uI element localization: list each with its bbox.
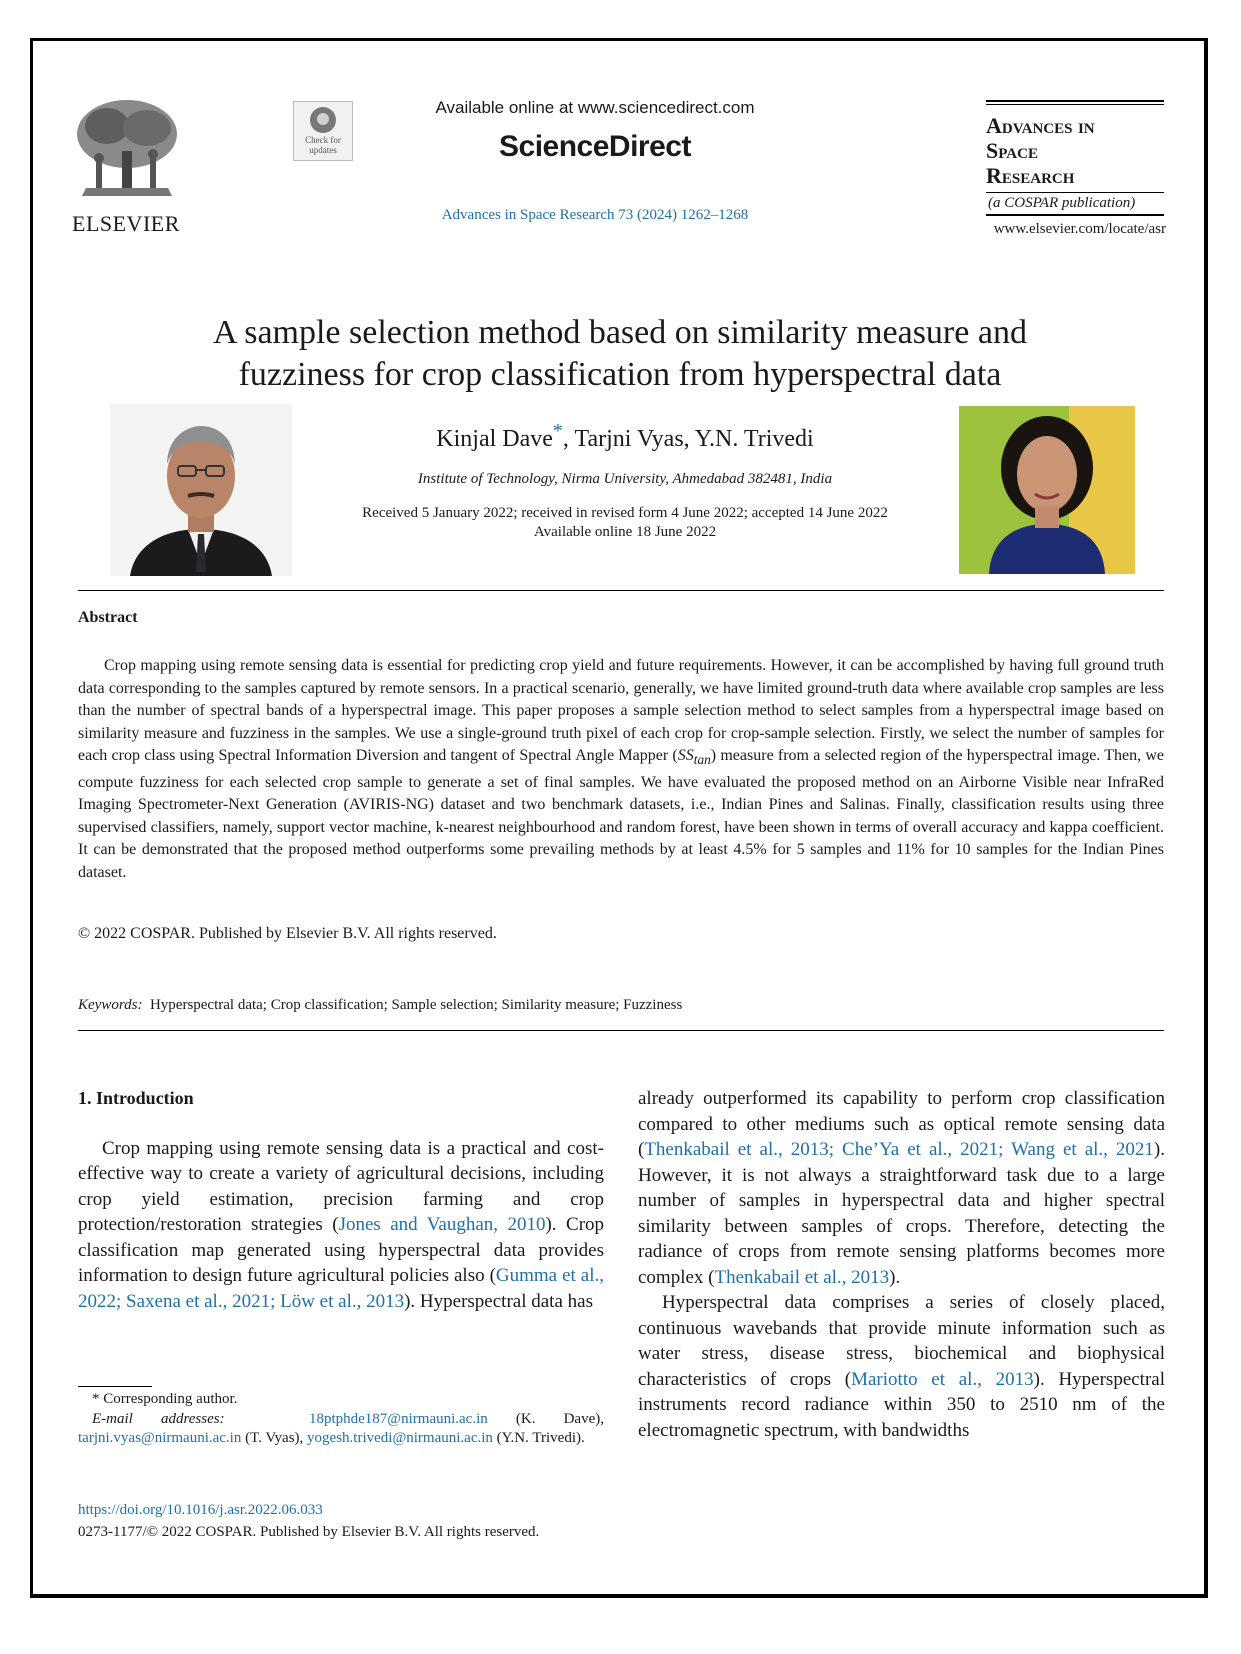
section-heading-introduction: 1. Introduction <box>78 1088 194 1108</box>
footnote-mark: * <box>92 1391 100 1407</box>
intro-text: ). Hyperspectral data has <box>404 1290 593 1312</box>
abstract-copyright: © 2022 COSPAR. Published by Elsevier B.V. All rights reserved. <box>78 925 497 942</box>
journal-title-line3: Research <box>986 163 1075 188</box>
intro-text: ). Crop classification map generated using hyperspectral data provides information to design future agricultural policies also ( <box>78 1214 605 1286</box>
divider-top <box>78 590 1164 591</box>
email-owner: (Y.N. Trivedi). <box>496 1430 585 1446</box>
footnote-emails <box>78 1410 604 1449</box>
abstract-text-a: Crop mapping using remote sensing data is essential for predicting crop yield and future requirements. However, it can be accomplished by having full ground truth data corresponding to the samples captured by remote sensors. In a practical scenario, generally, we have limited ground-truth data where available crop samples are less than the number of spectral bands of a hyperspectral image. This paper proposes a sample selection method to select samples from a hyperspectral image based on similarity measure and fuzziness in the samples. We use a single-ground truth pixel of each crop for crop-sample selection. Firstly, we select the number of samples for each crop class using Spectral Information Diversion and tangent of Spectral Angle Mapper ( <box>78 657 1164 764</box>
footnote-corresponding <box>78 1390 604 1410</box>
journal-title <box>986 113 1164 188</box>
email-owner: (T. Vyas), <box>245 1430 304 1446</box>
intro-paragraph-1 <box>78 1136 604 1315</box>
keywords-label: Keywords: <box>78 997 143 1013</box>
available-date: Available online 18 June 2022 <box>533 524 717 540</box>
ss-subscript: tan <box>693 752 711 768</box>
intro-text: ). However, it is not always a straightforward task due to a large number of samples in hyperspectral data and higher spectral similarity between samples of crops. Therefore, detecting the radiance of crops from remote sensing platforms becomes more complex ( <box>638 1139 1165 1288</box>
author-photo-left <box>110 404 292 576</box>
doi-link[interactable]: https://doi.org/10.1016/j.asr.2022.06.033 <box>78 1502 323 1518</box>
paper-title <box>110 312 1130 396</box>
abstract-heading: Abstract <box>78 609 138 626</box>
journal-subtitle: (a COSPAR publication) <box>986 192 1164 216</box>
abstract-text-b: ) measure from a selected region of the hyperspectral image. Then, we compute fuzziness for each selected crop sample to generate a set of final samples. We have evaluated the proposed method on an Airborne Visible near InfraRed Imaging Spectrometer-Next Generation (AVIRIS-NG) dataset and two benchmark datasets, i.e., Indian Pines and Salinas. Finally, classification results using three supervised classifiers, namely, support vector machine, k-nearest neighbourhood and random forest, have been shown in terms of overall accuracy and kappa coefficient. It can be demonstrated that the proposed method outperforms some prevailing methods by at least 4.5% for 5 samples and 11% for 10 samples for the Indian Pines dataset. <box>78 747 1165 881</box>
intro-paragraph-cont <box>638 1086 1165 1290</box>
bookmark-icon <box>310 107 336 133</box>
journal-url[interactable]: www.elsevier.com/locate/asr <box>993 221 1166 237</box>
citation-link[interactable]: Jones and Vaughan, 2010 <box>338 1214 546 1235</box>
abstract-body <box>78 655 1164 884</box>
column-right <box>638 1086 1165 1443</box>
footnote-rule <box>78 1386 152 1387</box>
corresponding-author-mark[interactable]: * <box>552 420 563 442</box>
sciencedirect-logo: ScienceDirect <box>499 130 691 163</box>
keywords <box>78 997 682 1014</box>
check-updates-label: Check for updates <box>305 135 341 155</box>
email-label: E-mail addresses: <box>92 1410 225 1427</box>
intro-text: Hyperspectral data comprises a series of closely placed, continuous wavebands that provide minute information such as water stress, disease stress, biochemical and biophysical characteristics of crops ( <box>638 1292 1165 1390</box>
woman-portrait-icon <box>959 406 1135 574</box>
available-online[interactable]: Available online at www.sciencedirect.com <box>435 98 755 117</box>
author-photo-right <box>959 406 1135 574</box>
email-link[interactable]: yogesh.trivedi@nirmauni.ac.in <box>307 1430 493 1446</box>
journal-reference[interactable]: Advances in Space Research 73 (2024) 1262–1268 <box>441 207 749 223</box>
divider-bottom <box>78 1030 1164 1031</box>
received-dates: Received 5 January 2022; received in revised form 4 June 2022; accepted 14 June 2022 <box>362 505 888 521</box>
citation-link[interactable]: Mariotto et al., 2013 <box>851 1368 1034 1390</box>
journal-title-line2: Space <box>986 138 1038 163</box>
citation-link[interactable]: Thenkabail et al., 2013 <box>714 1266 890 1288</box>
intro-text: already outperformed its capability to perform crop classification compared to other mediums such as optical remote sensing data ( <box>638 1088 1165 1160</box>
issn-copyright: 0273-1177/© 2022 COSPAR. Published by Elsevier B.V. All rights reserved. <box>78 1524 540 1540</box>
column-left <box>78 1086 604 1314</box>
ss-symbol: SS <box>677 747 694 764</box>
email-link[interactable]: 18ptphde187@nirmauni.ac.in <box>308 1410 488 1427</box>
keywords-text: Hyperspectral data; Crop classification; Sample selection; Similarity measure; Fuzziness <box>149 997 683 1013</box>
citation-link[interactable]: Thenkabail et al., 2013; Che’Ya et al., 2021; Wang et al., 2021 <box>644 1139 1154 1160</box>
intro-text: ). <box>889 1266 901 1288</box>
masthead-rule <box>986 100 1164 105</box>
intro-text: Crop mapping using remote sensing data is a practical and cost-effective way to create a variety of agricultural decisions, including crop yield estimation, precision farming and crop protection/restoration strategies ( <box>78 1137 604 1235</box>
journal-masthead <box>986 100 1164 216</box>
footnote-corresponding-text: Corresponding author. <box>103 1391 238 1407</box>
check-for-updates-badge[interactable] <box>293 101 353 161</box>
author-1: Kinjal Dave <box>436 426 553 452</box>
journal-title-line1: Advances in <box>986 113 1095 138</box>
intro-paragraph-2 <box>638 1290 1165 1443</box>
affiliation: Institute of Technology, Nirma University, Ahmedabad 382481, India <box>417 471 833 487</box>
intro-text: ). Hyperspectral instruments record radiance within 350 to 2510 nm of the electromagnetic spectrum, with bandwidths <box>638 1368 1166 1441</box>
email-link[interactable]: tarjni.vyas@nirmauni.ac.in <box>78 1430 242 1446</box>
authors <box>300 420 950 453</box>
elsevier-logo <box>72 96 192 237</box>
email-owner: (K. Dave), <box>515 1410 604 1427</box>
paper-title-line1: A sample selection method based on similarity measure and <box>213 314 1027 351</box>
paper-title-line2: fuzziness for crop classification from hyperspectral data <box>238 356 1002 393</box>
elsevier-tree-icon <box>72 96 182 204</box>
publisher-name: ELSEVIER <box>72 211 180 236</box>
authors-rest: , Tarjni Vyas, Y.N. Trivedi <box>562 426 814 452</box>
dates <box>300 504 950 542</box>
citation-link[interactable]: Gumma et al., 2022; Saxena et al., 2021; Löw et al., 2013 <box>78 1265 604 1312</box>
abstract-paragraph <box>78 655 1164 884</box>
footnote <box>78 1390 604 1449</box>
man-portrait-icon <box>110 404 292 576</box>
